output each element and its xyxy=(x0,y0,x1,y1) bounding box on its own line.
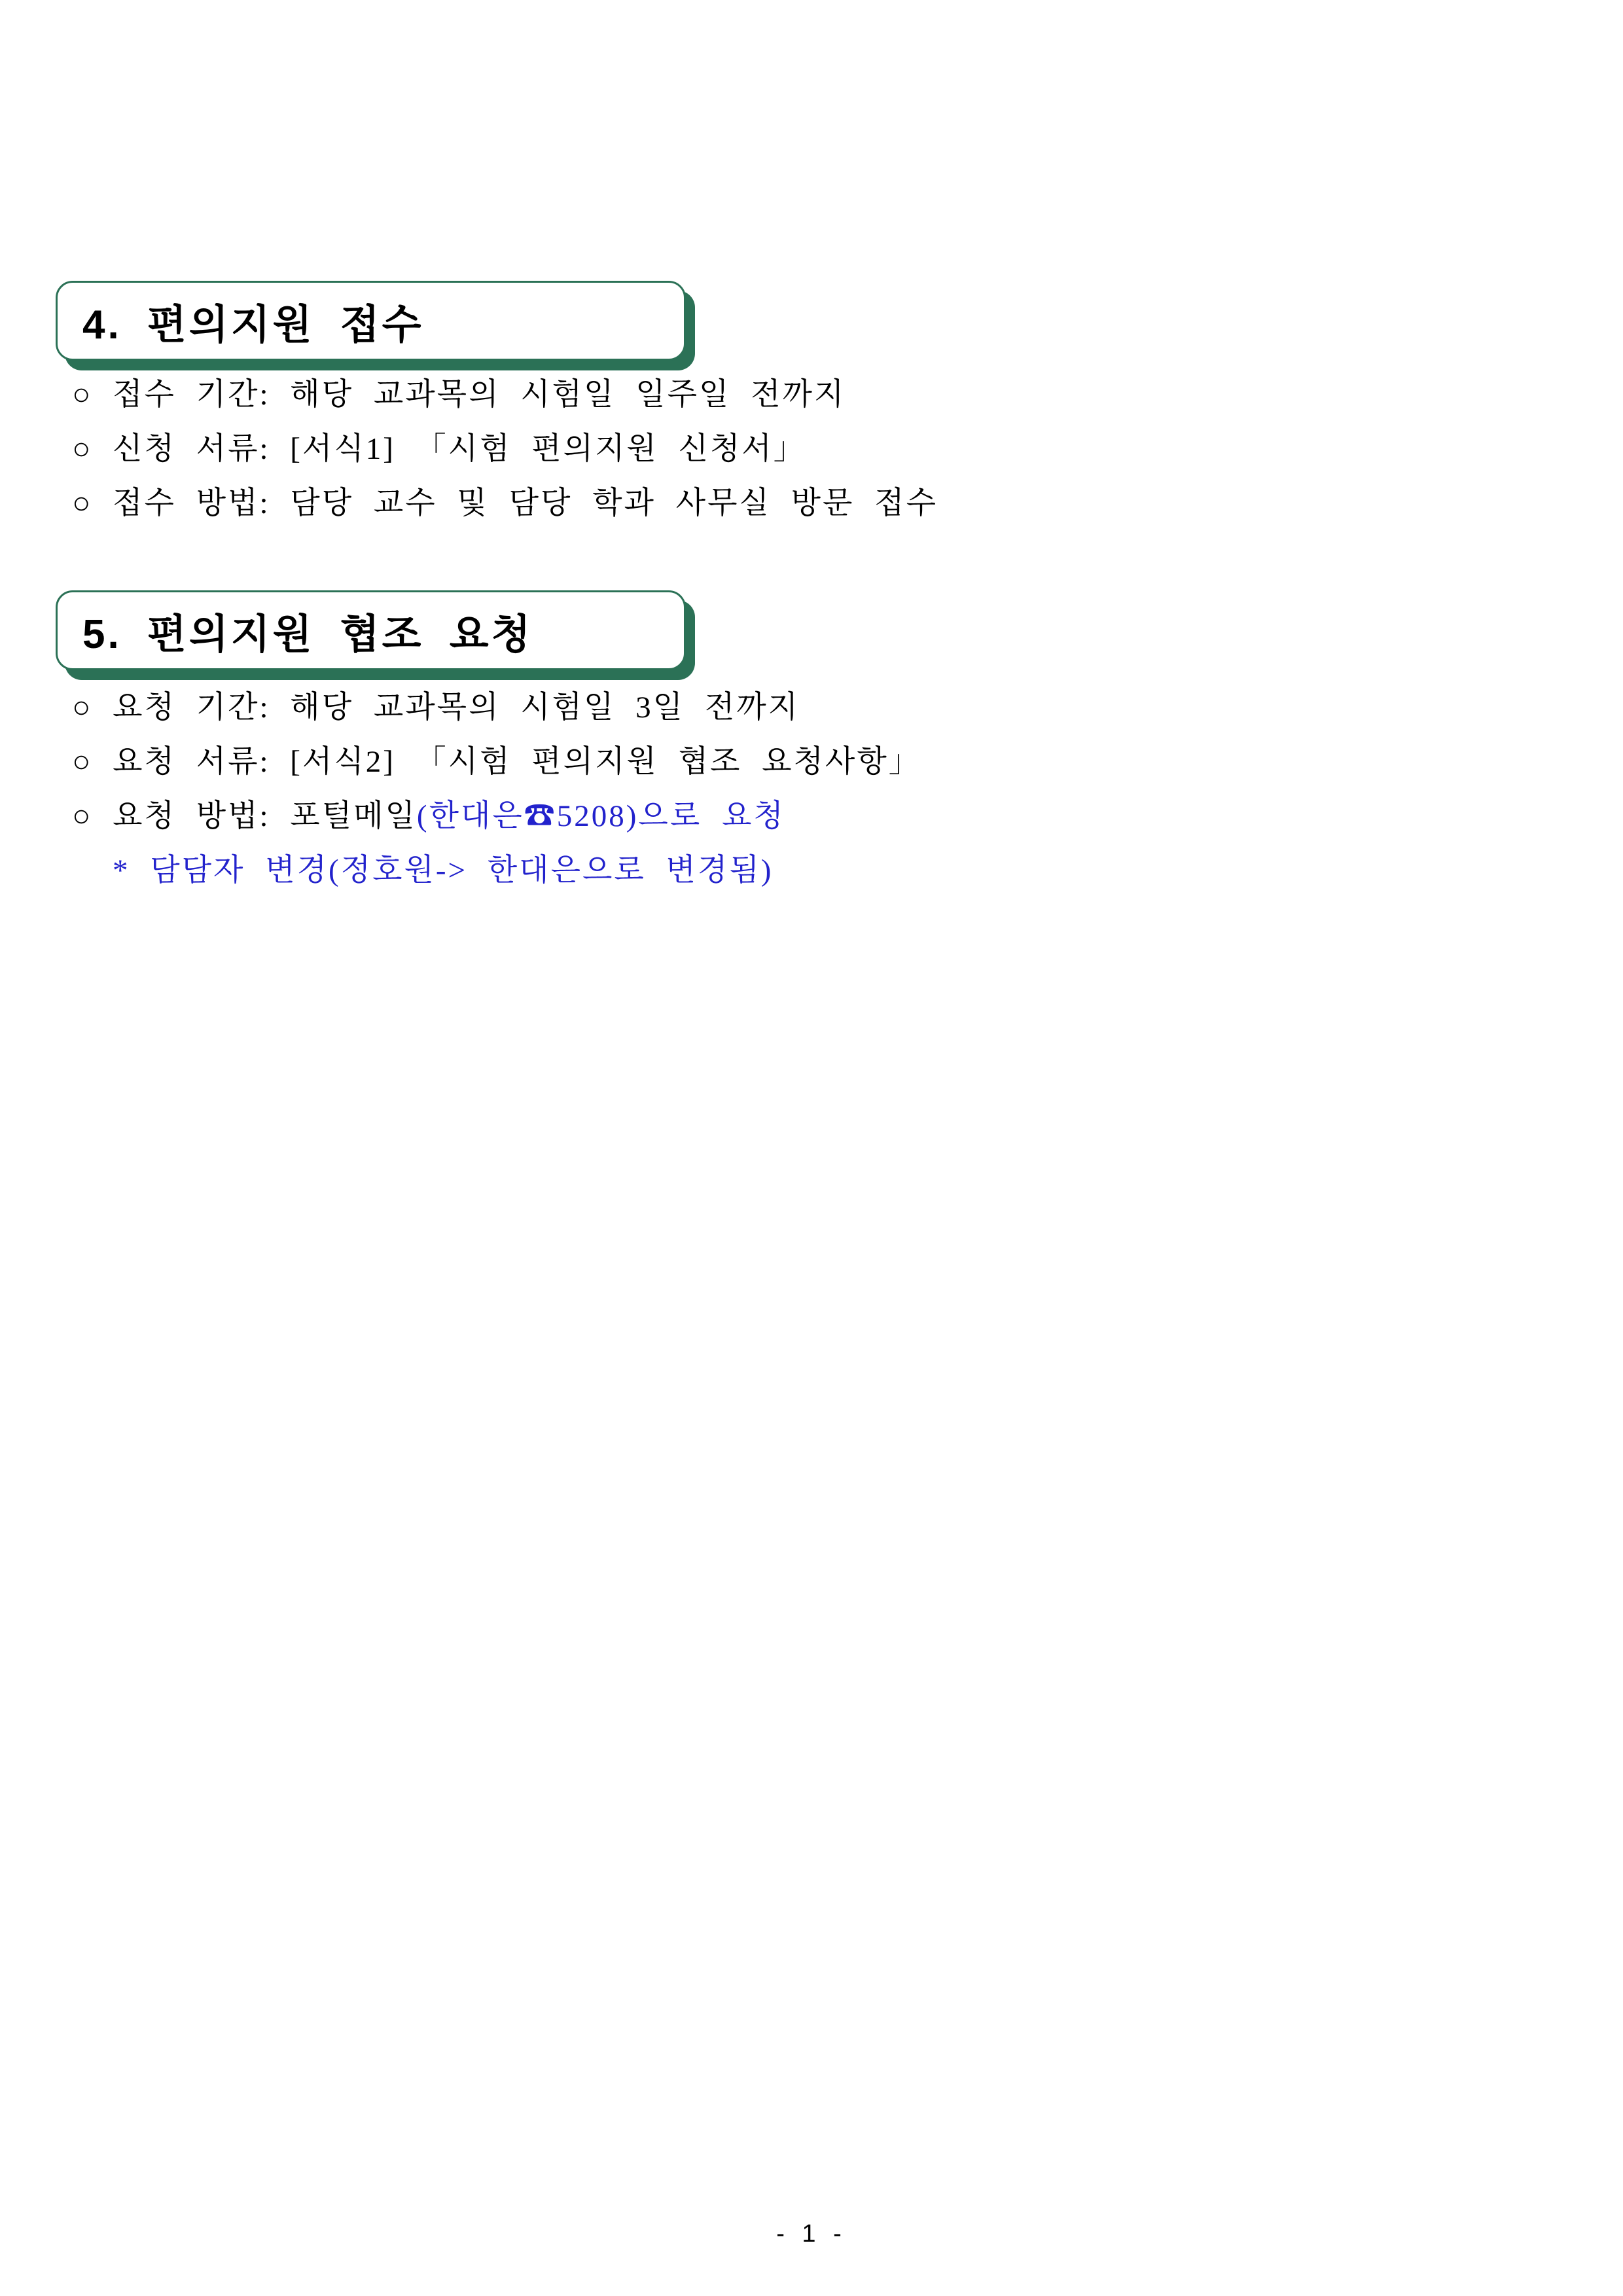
bullet-line xyxy=(72,681,1584,735)
page-number: - 1 - xyxy=(776,2220,847,2248)
bullet-text: ○ 신청 서류: [서식1] 「시험 편의지원 신청서」 xyxy=(72,432,806,466)
bullet-text: ○ 접수 기간: 해당 교과목의 시험일 일주일 전까지 xyxy=(72,378,846,412)
bullet-text: ○ 요청 기간: 해당 교과목의 시험일 3일 전까지 xyxy=(72,691,800,725)
section-4-header-box xyxy=(56,281,686,361)
bullet-line xyxy=(72,476,1584,531)
note-text: * 담담자 변경(정호원-> 한대은으로 변경됨) xyxy=(113,853,774,888)
bullet-text: ○ 요청 방법: 포털메일 xyxy=(72,799,417,833)
bullet-line xyxy=(72,735,1584,789)
note-line xyxy=(72,844,1584,898)
section-4-title: 4. 편의지원 접수 xyxy=(82,302,424,348)
bullet-line xyxy=(72,789,1584,844)
bullet-text: ○ 접수 방법: 담당 교수 및 담당 학과 사무실 방문 접수 xyxy=(72,486,938,520)
section-5-bullet-list xyxy=(72,681,1584,898)
highlight-text: (한대은 xyxy=(416,799,524,833)
bullet-text: ○ 요청 서류: [서식2] 「시험 편의지원 협조 요청사항」 xyxy=(72,745,921,779)
section-5-title: 5. 편의지원 협조 요청 xyxy=(82,611,533,657)
bullet-line xyxy=(72,422,1584,476)
highlight-text: 5208)으로 요청 xyxy=(556,799,785,833)
bullet-line xyxy=(72,368,1584,422)
phone-icon: ☎ xyxy=(524,799,557,833)
section-5-header-box xyxy=(56,590,686,670)
section-4-bullet-list xyxy=(72,368,1584,531)
